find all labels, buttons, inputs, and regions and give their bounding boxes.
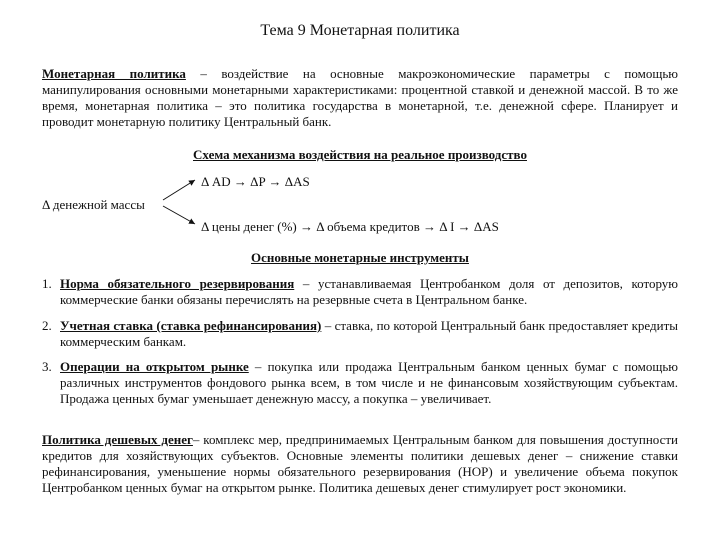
cheap-money-paragraph xyxy=(42,432,678,496)
intro-text: – воздействие на основные макроэкономические параметры с помощью манипулирования основными монетарными характеристиками: процентной ставкой и денежной массой. В то же время, монетарная политика – это политика государства в монетарной, т.е. денежной сфере. Планирует и проводит монетарную политику Центральный банк. xyxy=(42,66,678,129)
item-term: Операции на открытом рынке xyxy=(60,359,249,374)
scheme-bottom-chain: Δ цены денег (%) → Δ объема кредитов → Δ I → ΔAS xyxy=(201,219,499,234)
page-title: Тема 9 Монетарная политика xyxy=(260,22,460,39)
cheap-money-text: – комплекс мер, предпринимаемых Центральным банком для повышения доступности кредитов для хозяйствующих субъектов. Основные элементы политики дешевых денег – снижение ставки рефинансирования, уменьшение нормы обязательного резервирования (НОР) и увеличение объема покупок Центробанком ценных бумаг на открытом рынке. Политика дешевых денег стимулирует рост экономики. xyxy=(42,432,679,495)
scheme-top-chain: Δ AD → ΔP → ΔAS xyxy=(201,174,310,189)
item-number: 2. xyxy=(42,318,52,333)
instruments-heading: Основные монетарные инструменты xyxy=(251,250,469,265)
cheap-money-term: Политика дешевых денег xyxy=(42,432,193,447)
list-item xyxy=(42,276,678,308)
item-term: Учетная ставка (ставка рефинансирования) xyxy=(60,318,322,333)
item-text: – устанавливаемая Центробанком доля от депозитов, которую коммерческие банки обязаны перечислять на резервные счета в Центральном банке. xyxy=(60,276,679,307)
arrow-up-icon xyxy=(163,180,195,200)
intro-term: Монетарная политика xyxy=(42,66,186,81)
item-number: 1. xyxy=(42,276,52,291)
scheme-source: Δ денежной массы xyxy=(42,197,145,212)
item-term: Норма обязательного резервирования xyxy=(60,276,295,291)
list-item xyxy=(42,318,678,350)
arrow-down-icon xyxy=(163,206,195,224)
list-item xyxy=(42,359,678,407)
item-text: – ставка, по которой Центральный банк предоставляет кредиты коммерческим банкам. xyxy=(60,318,678,349)
scheme-heading: Схема механизма воздействия на реальное производство xyxy=(193,147,527,162)
item-number: 3. xyxy=(42,359,52,374)
item-text: – покупка или продажа Центральным банком ценных бумаг с помощью различных инструментов фондового рынка всем, в том числе и не финансовым хозяйствующим субъектам. Продажа ценных бумаг уменьшает денежную массу, а покупка – увеличивает. xyxy=(60,359,679,406)
